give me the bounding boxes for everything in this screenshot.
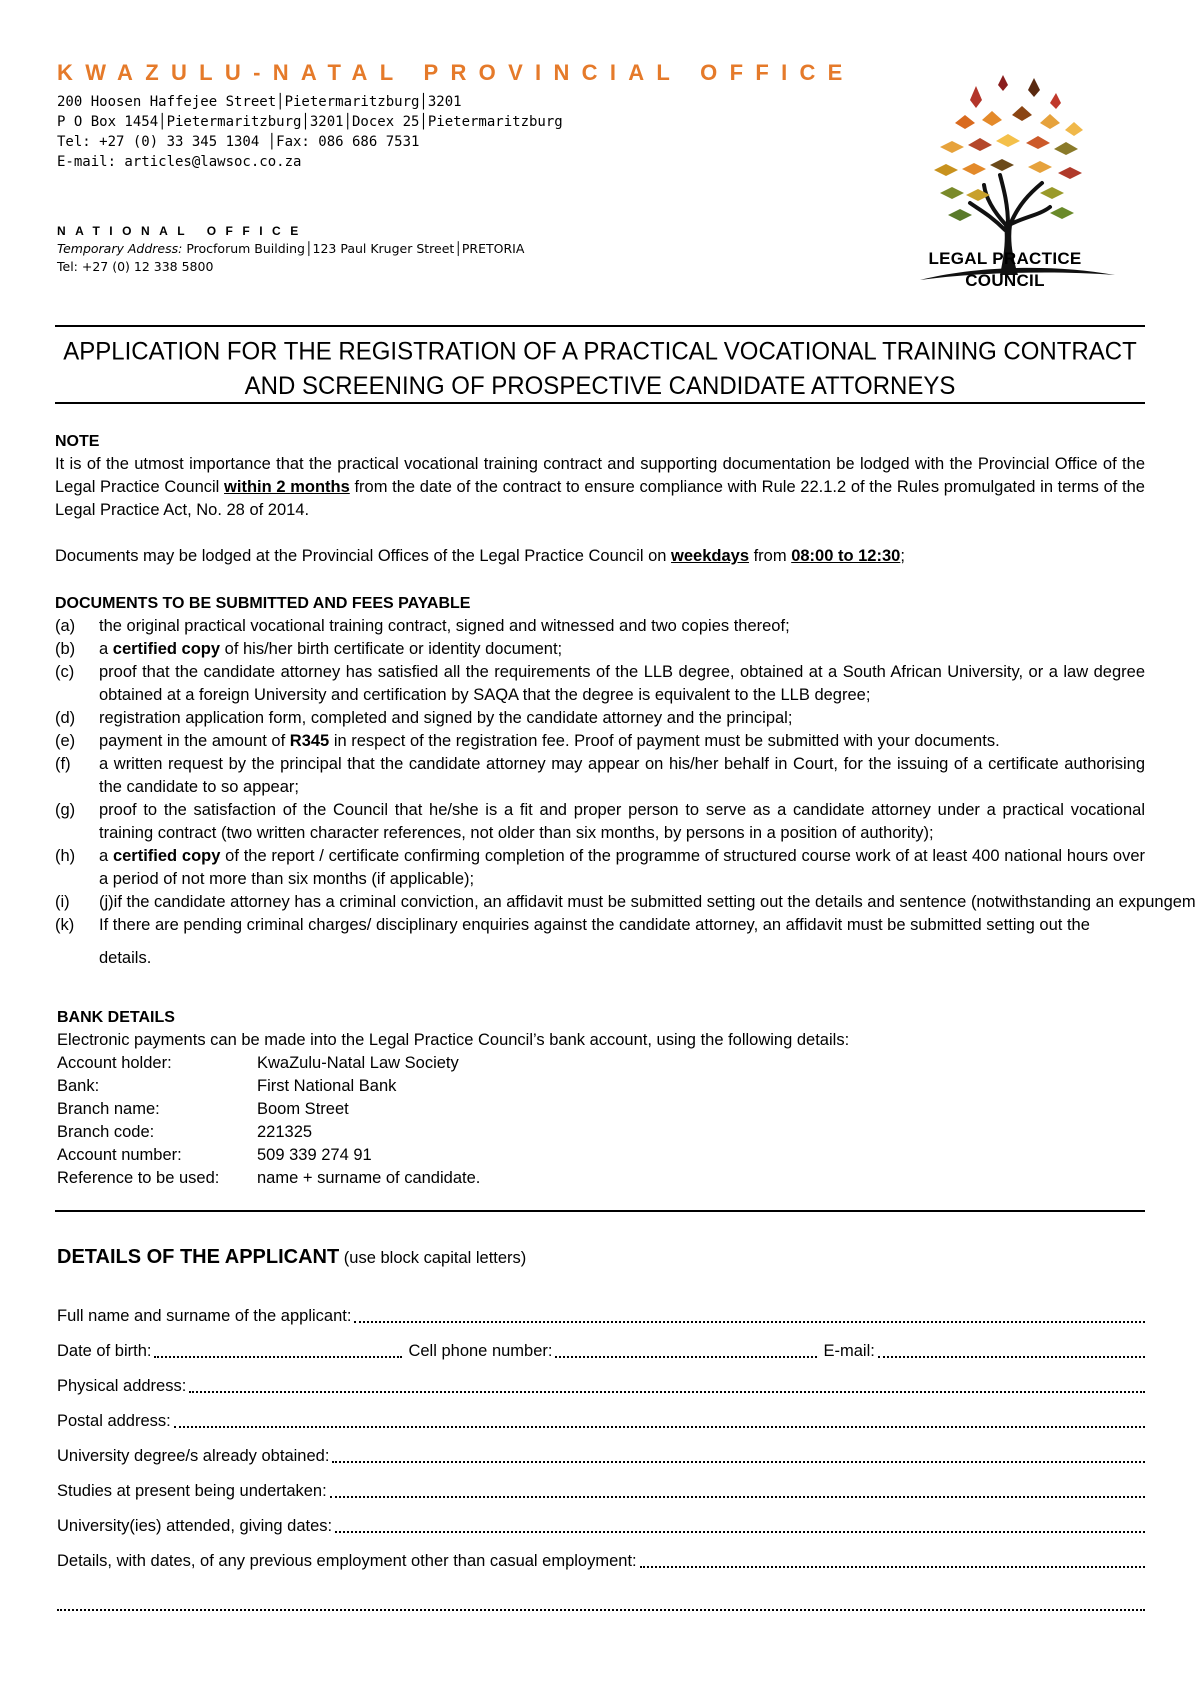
documents-section [55,592,1196,970]
documents-heading: DOCUMENTS TO BE SUBMITTED AND FEES PAYABLE [55,595,471,612]
list-item: (e) payment in the amount of R345 in respect of the registration fee. Proof of payment must be submitted with your documents. [55,732,1000,750]
note-heading: NOTE [55,433,100,450]
list-item-continuation: details. [99,949,152,967]
table-row: Branch name: Boom Street [57,1100,349,1118]
employment-input-line[interactable] [640,1566,1145,1568]
national-office-title: NATIONAL OFFICE [57,224,308,238]
physical-address-field[interactable] [57,1374,1145,1398]
table-row: Account holder: KwaZulu-Natal Law Society [57,1054,459,1072]
national-address-text: Procforum Building│123 Paul Kruger Street│PRETORIA [182,241,525,256]
dob-input-line[interactable] [154,1356,402,1358]
deadline-emphasis: within 2 months [224,478,350,496]
section-rule [55,1210,1145,1212]
provincial-line-1: 200 Hoosen Haffejee Street│Pietermaritzburg│3201 [57,94,462,110]
dob-label: Date of birth: [57,1342,152,1360]
full-name-field[interactable] [57,1304,1145,1328]
list-item: (i) (j)if the candidate attorney has a criminal conviction, an affidavit must be submitted setting out the details and sentence (notwithstanding an expungem [55,893,1196,911]
table-row: Branch code: 221325 [57,1123,313,1141]
list-item: (d) registration application form, completed and signed by the candidate attorney and the principal; [55,709,793,727]
form-title-line-1: APPLICATION FOR THE REGISTRATION OF A PRACTICAL VOCATIONAL TRAINING CONTRACT [63,337,1137,366]
postal-address-input-line[interactable] [174,1426,1145,1428]
employment-label: Details, with dates, of any previous employment other than casual employment: [57,1552,637,1570]
table-row: Account number: 509 339 274 91 [57,1146,372,1164]
email-input-line[interactable] [878,1356,1145,1358]
degrees-field[interactable] [57,1444,1145,1468]
form-title [55,334,1145,403]
bank-heading: BANK DETAILS [57,1009,175,1026]
postal-address-label: Postal address: [57,1412,171,1430]
employment-continuation-line[interactable] [57,1609,1145,1611]
list-item: (g) proof to the satisfaction of the Council that he/she is a fit and proper person to serve as a candidate attorney under a practical vocational training contract (two written character references, not older than six months, by persons in a position of authority); [55,801,1145,842]
hours-emphasis: 08:00 to 12:30 [791,547,901,565]
physical-address-input-line[interactable] [189,1391,1145,1393]
note-paragraph-2: Documents may be lodged at the Provincial Offices of the Legal Practice Council on weekdays from 08:00 to 12:30; [55,547,905,565]
table-row: Bank: First National Bank [57,1077,397,1095]
studies-field[interactable] [57,1479,1145,1503]
list-item: (c) proof that the candidate attorney has satisfied all the requirements of the LLB degree, obtained at a South African University, or a law degree obtained at a foreign University and certification by SAQA that the degree is equivalent to the LLB degree; [55,663,1145,704]
studies-label: Studies at present being undertaken: [57,1482,327,1500]
form-title-line-2: AND SCREENING OF PROSPECTIVE CANDIDATE ATTORNEYS [244,372,956,401]
degrees-input-line[interactable] [332,1461,1145,1463]
provincial-email: E-mail: articles@lawsoc.co.za [57,154,302,170]
list-item: (h) a certified copy of the report / certificate confirming completion of the programme of structured course work of at least 400 national hours over a period of not more than six months (if applicable); [55,847,1145,888]
logo-wordmark [895,248,1115,292]
universities-label: University(ies) attended, giving dates: [57,1517,333,1535]
full-name-input-line[interactable] [354,1321,1145,1323]
note-section [55,430,1145,568]
degrees-label: University degree/s already obtained: [57,1447,330,1465]
universities-input-line[interactable] [335,1531,1145,1533]
national-address-label: Temporary Address: [57,241,183,256]
weekdays-emphasis: weekdays [671,547,750,565]
postal-address-field[interactable] [57,1409,1145,1433]
bank-details-table [57,1052,480,1190]
bank-intro: Electronic payments can be made into the Legal Practice Council’s bank account, using the following details: [57,1031,850,1049]
logo-line-2: COUNCIL [965,271,1045,290]
employment-field[interactable] [57,1549,1145,1573]
title-top-rule [55,325,1145,327]
provincial-address-block [57,92,563,172]
provincial-office-title: KWAZULU-NATAL PROVINCIAL OFFICE [57,60,855,85]
national-address [57,240,524,258]
national-tel: Tel: +27 (0) 12 338 5800 [57,259,214,274]
provincial-line-2: P O Box 1454│Pietermaritzburg│3201│Docex 25│Pietermaritzburg [57,114,563,130]
list-item: (b) a certified copy of his/her birth certificate or identity document; [55,640,563,658]
cell-input-line[interactable] [555,1356,817,1358]
logo-line-1: LEGAL PRACTICE [928,249,1082,268]
employment-continuation-field[interactable] [57,1592,1145,1616]
list-item: (a) the original practical vocational training contract, signed and witnessed and two copies thereof; [55,617,790,635]
cell-label: Cell phone number: [408,1342,553,1360]
table-row: Reference to be used: name + surname of candidate. [57,1169,481,1187]
note-paragraph-1: It is of the utmost importance that the practical vocational training contract and supporting documentation be lodged with the Provincial Office of the Legal Practice Council within 2 months from the date of the contract to ensure compliance with Rule 22.1.2 of the Rules promulgated in terms of the Legal Practice Act, No. 28 of 2014. [55,455,1145,519]
provincial-line-3: Tel: +27 (0) 33 345 1304 │Fax: 086 686 7531 [57,134,420,150]
list-item: (k) If there are pending criminal charges/ disciplinary enquiries against the candidate attorney, an affidavit must be submitted setting out the [55,916,1090,934]
email-label: E-mail: [823,1342,875,1360]
studies-input-line[interactable] [330,1496,1145,1498]
dob-cell-email-row [57,1339,1145,1363]
universities-field[interactable] [57,1514,1145,1538]
list-item: (f) a written request by the principal that the candidate attorney may appear on his/her behalf in Court, for the issuing of a certificate authorising the candidate to so appear; [55,755,1145,796]
full-name-label: Full name and surname of the applicant: [57,1307,352,1325]
physical-address-label: Physical address: [57,1377,187,1395]
applicant-heading: DETAILS OF THE APPLICANT (use block capital letters) [57,1246,527,1268]
title-bottom-rule [55,402,1145,404]
